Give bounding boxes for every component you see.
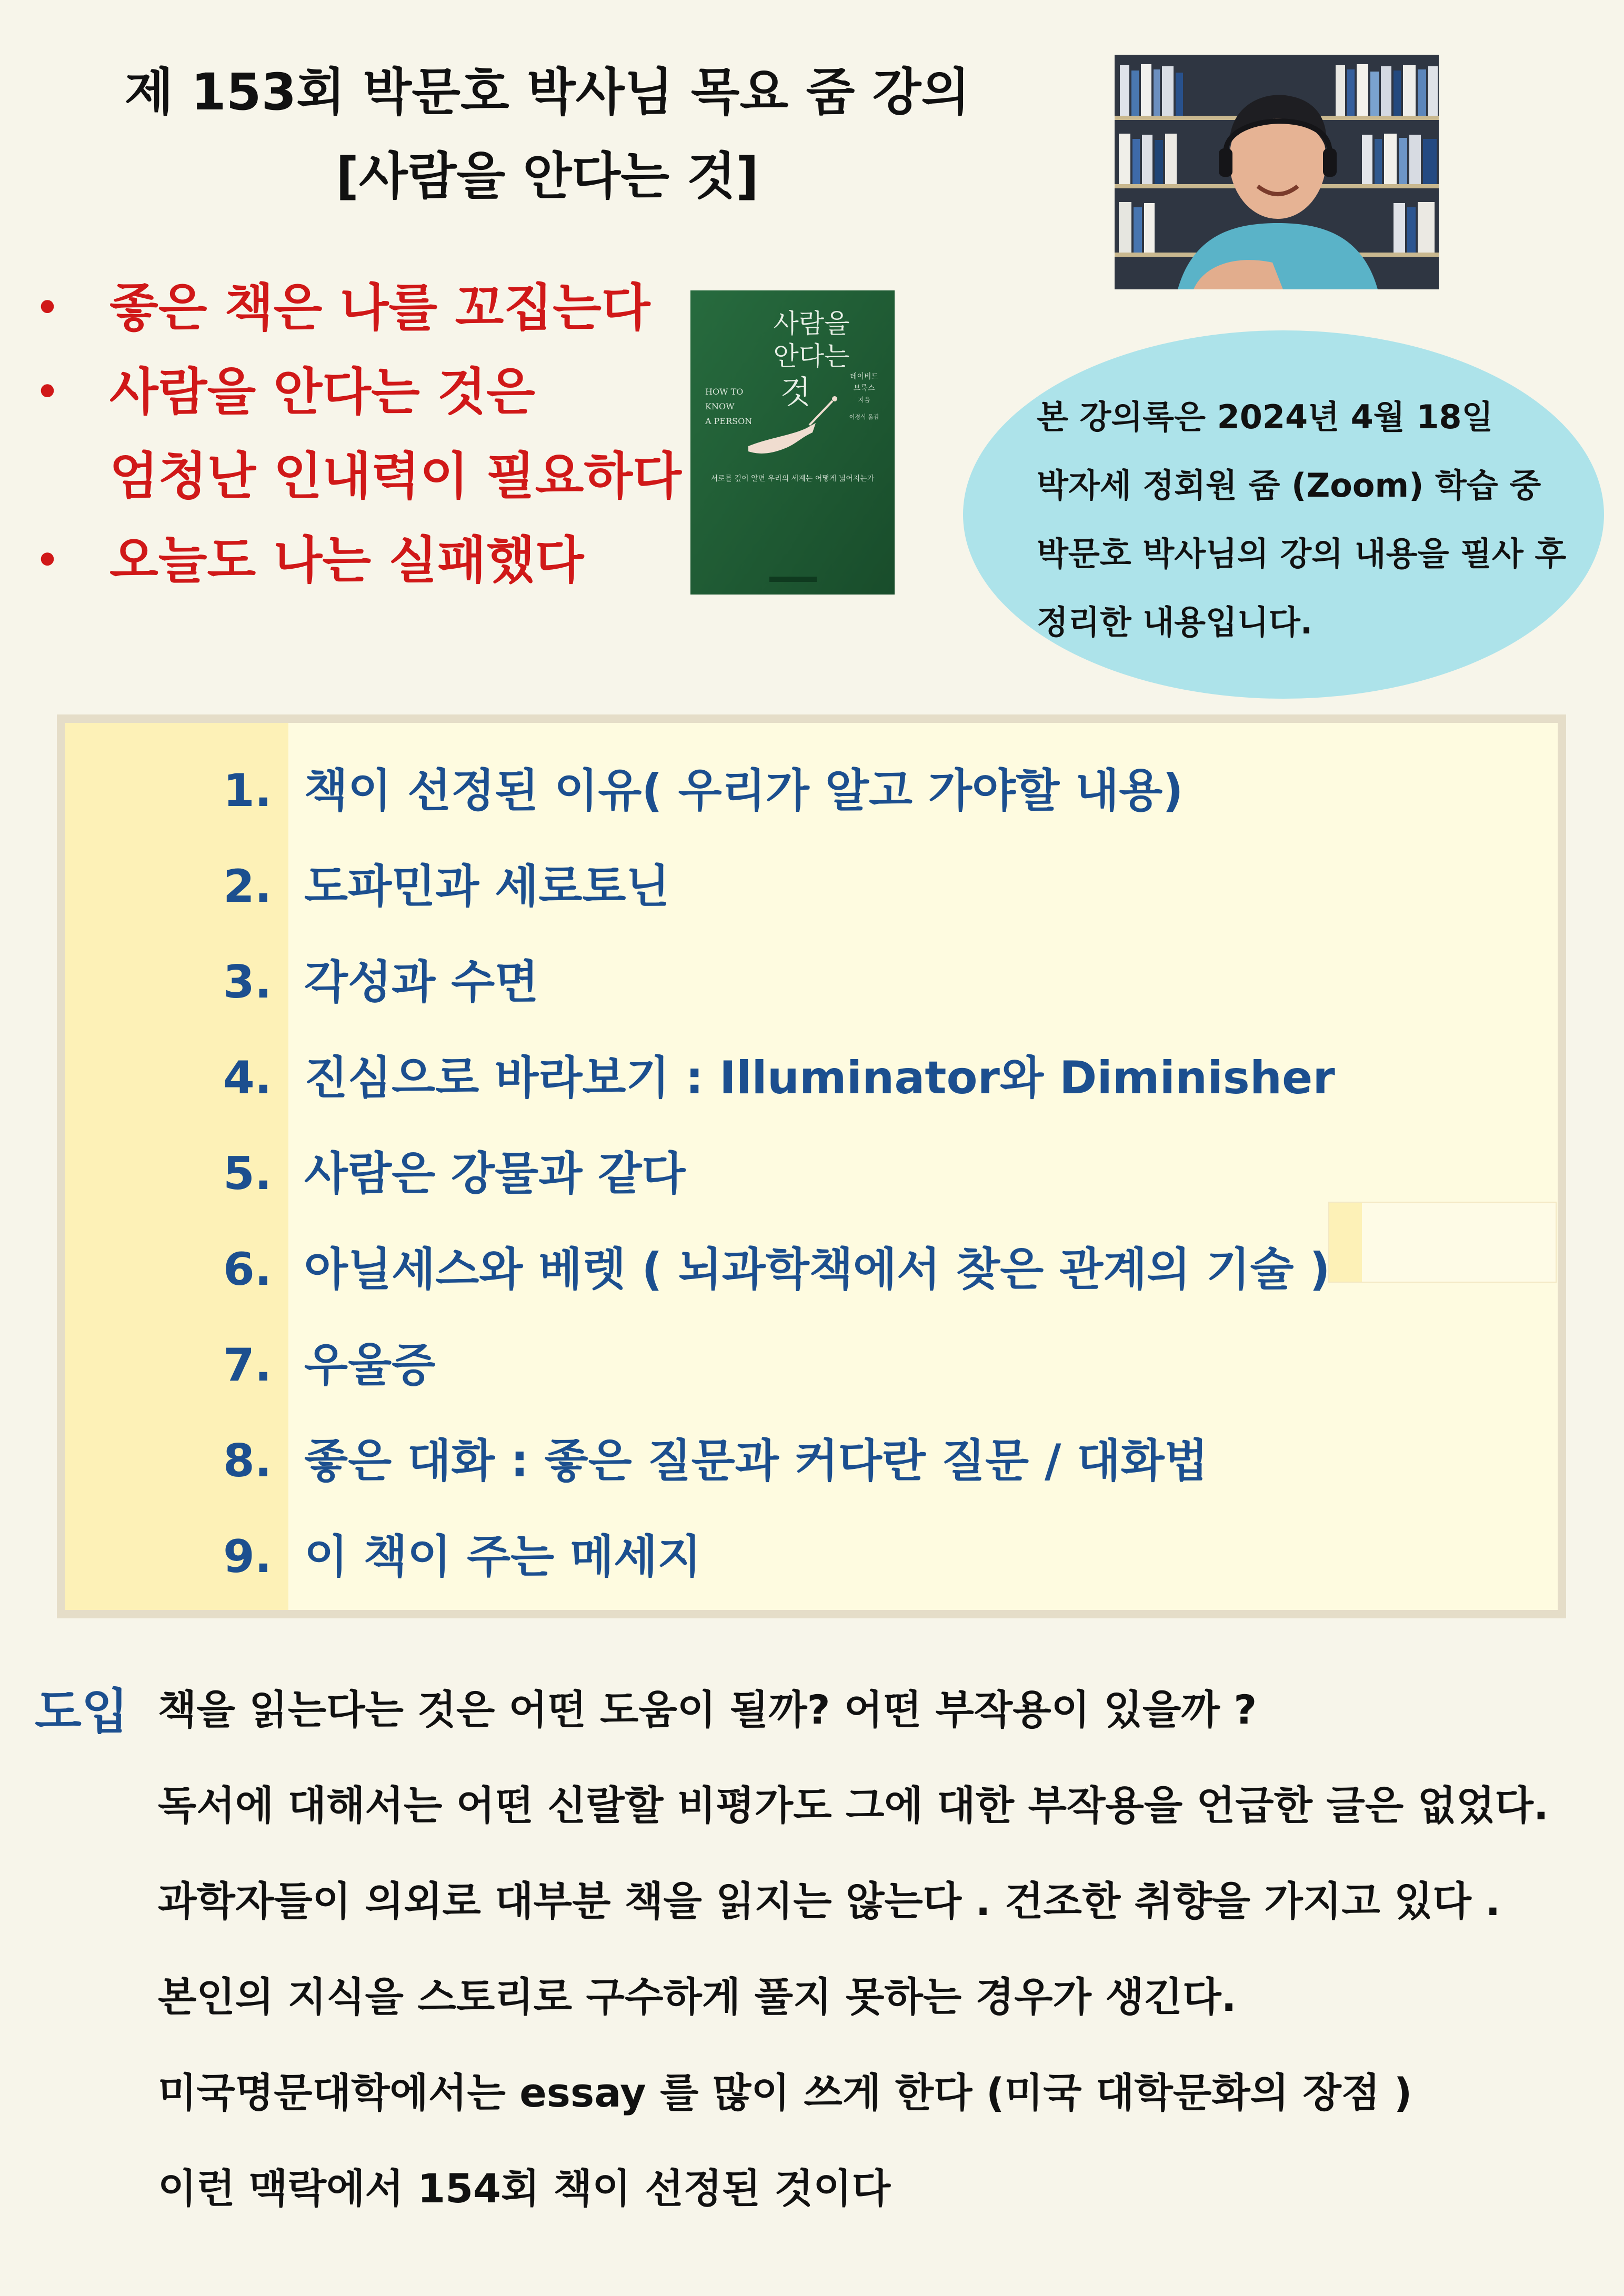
book-cover bbox=[690, 290, 895, 595]
note-line: 박자세 정회원 줌 (Zoom) 학습 중 bbox=[1037, 466, 1541, 505]
book-title-line-2: 안다는 bbox=[773, 341, 850, 371]
toc-item-label: 각성과 수면 bbox=[304, 956, 539, 1009]
intro-paragraph-line: 독서에 대해서는 어떤 신랄할 비평가도 그에 대한 부작용을 언급한 글은 없었다. bbox=[158, 1782, 1549, 1829]
note-line: 박문호 박사님의 강의 내용을 필사 후 bbox=[1037, 535, 1567, 573]
lecturer-photo-illustration bbox=[1115, 55, 1439, 289]
intro-paragraph-line: 과학자들이 의외로 대부분 책을 읽지는 않는다 . 건조한 취향을 가지고 있다 . bbox=[158, 1878, 1501, 1925]
lecture-note-bubble bbox=[963, 330, 1604, 699]
toc-item bbox=[65, 839, 1560, 934]
bullet-icon: • bbox=[35, 370, 59, 414]
toc-item bbox=[65, 1317, 1560, 1413]
toc-item bbox=[65, 743, 1560, 839]
key-point-text: 사람을 안다는 것은 bbox=[109, 362, 535, 421]
key-point-item bbox=[32, 518, 674, 602]
note-line: 본 강의록은 2024년 4월 18일 bbox=[1037, 398, 1493, 436]
book-english-line-3: A PERSON bbox=[705, 416, 753, 426]
book-title-line-3: 것 bbox=[780, 374, 811, 411]
toc-item-label: 진심으로 바라보기 : Illuminator와 Diminisher bbox=[304, 1052, 1335, 1104]
toc-item-number: 5. bbox=[223, 1147, 272, 1200]
title-line-1: 제 153회 박문호 박사님 목요 줌 강의 bbox=[124, 63, 970, 122]
key-point-text: 엄청난 인내력이 필요하다 bbox=[109, 447, 681, 506]
key-point-text: 오늘도 나는 실패했다 bbox=[109, 531, 584, 590]
key-point-text: 좋은 책은 나를 꼬집는다 bbox=[109, 278, 650, 337]
book-subtitle: 서로를 깊이 알면 우리의 세계는 어떻게 넓어지는가 bbox=[710, 475, 875, 483]
page-title bbox=[63, 50, 1031, 218]
toc-item-number: 9. bbox=[223, 1530, 272, 1583]
toc-item-label: 책이 선정된 이유( 우리가 알고 가야할 내용) bbox=[304, 764, 1184, 817]
lecturer-photo bbox=[1115, 55, 1439, 289]
book-translator: 이경식 옮김 bbox=[849, 414, 879, 420]
toc-item bbox=[65, 1413, 1560, 1509]
toc-item bbox=[65, 1030, 1560, 1126]
toc-item-number: 6. bbox=[223, 1243, 272, 1296]
intro-heading: 도입 bbox=[35, 1684, 128, 1740]
toc-item-number: 7. bbox=[223, 1339, 272, 1392]
book-english-line-1: HOW TO bbox=[705, 387, 744, 397]
toc-item-label: 아닐세스와 베렛 ( 뇌과학책에서 찾은 관계의 기술 ) bbox=[304, 1243, 1330, 1296]
toc-panel bbox=[65, 723, 1558, 1610]
table-of-contents bbox=[57, 714, 1566, 1618]
toc-item-number: 2. bbox=[223, 860, 272, 913]
key-point-item bbox=[32, 434, 681, 518]
toc-item-label: 좋은 대화 : 좋은 질문과 커다란 질문 / 대화법 bbox=[304, 1435, 1208, 1487]
toc-item-label: 도파민과 세로토닌 bbox=[304, 860, 670, 913]
toc-item-number: 4. bbox=[223, 1052, 272, 1104]
toc-item bbox=[65, 934, 1560, 1030]
toc-item bbox=[65, 1222, 1560, 1317]
toc-item-number: 3. bbox=[223, 956, 272, 1009]
toc-item-label: 이 책이 주는 메세지 bbox=[304, 1530, 701, 1583]
toc-item bbox=[65, 1126, 1560, 1222]
toc-item-number: 1. bbox=[223, 764, 272, 817]
toc-item-label: 우울증 bbox=[304, 1339, 436, 1392]
intro-paragraph-line: 미국명문대학에서는 essay 를 많이 쓰게 한다 (미국 대학문화의 장점 ) bbox=[158, 2069, 1412, 2116]
key-point-item bbox=[32, 350, 674, 434]
toc-item bbox=[65, 1509, 1560, 1605]
bullet-icon: • bbox=[35, 539, 59, 582]
book-author-line-2: 브룩스 bbox=[853, 384, 875, 392]
intro-paragraph-line: 책을 읽는다는 것은 어떤 도움이 될까? 어떤 부작용이 있을까 ? bbox=[158, 1686, 1257, 1733]
key-point-item bbox=[32, 266, 674, 350]
note-line: 정리한 내용입니다. bbox=[1037, 603, 1313, 641]
book-title-line-1: 사람을 bbox=[773, 308, 850, 339]
intro-paragraph-line: 본인의 지식을 스토리로 구수하게 풀지 못하는 경우가 생긴다. bbox=[158, 1973, 1237, 2020]
intro-paragraph-line: 이런 맥락에서 154회 책이 선정된 것이다 bbox=[158, 2165, 891, 2212]
toc-item-label: 사람은 강물과 같다 bbox=[304, 1147, 686, 1200]
title-line-2: [사람을 안다는 것] bbox=[336, 147, 759, 206]
book-cover-art bbox=[690, 290, 895, 595]
toc-item-number: 8. bbox=[223, 1435, 272, 1487]
key-points-list bbox=[32, 266, 681, 602]
book-english-line-2: KNOW bbox=[705, 401, 735, 411]
bullet-icon: • bbox=[35, 286, 59, 329]
book-author-line-3: 지음 bbox=[858, 396, 870, 404]
book-author-line-1: 데이비드 bbox=[849, 372, 879, 381]
